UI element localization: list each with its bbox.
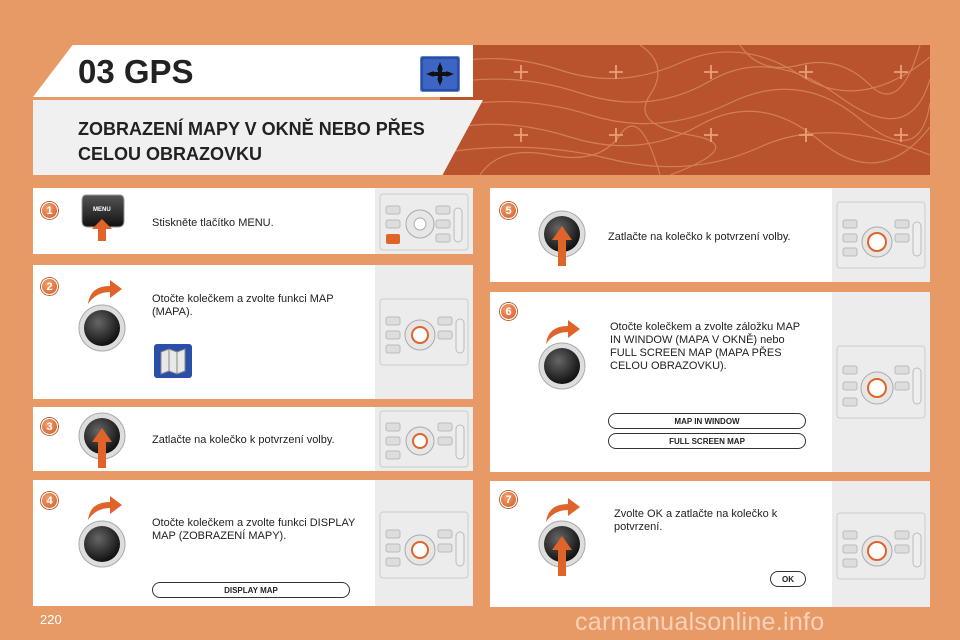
step-3-text: Zatlačte na kolečko k potvrzení volby. bbox=[152, 434, 335, 446]
menu-key-label: MENU bbox=[93, 207, 111, 213]
console-illustration bbox=[378, 409, 470, 469]
step-5-text: Zatlačte na kolečko k potvrzení volby. bbox=[608, 231, 791, 243]
push-arrow-icon bbox=[92, 428, 112, 468]
console-illustration bbox=[378, 510, 470, 580]
ok-option[interactable]: OK bbox=[770, 571, 806, 587]
subtitle-line-2: CELOU OBRAZOVKU bbox=[78, 144, 262, 164]
step-7-badge: 7 bbox=[500, 491, 517, 508]
step-1-text: Stiskněte tlačítko MENU. bbox=[152, 217, 274, 229]
control-knob-icon bbox=[78, 304, 126, 352]
watermark: carmanualsonline.info bbox=[575, 608, 825, 636]
subtitle-line-1: ZOBRAZENÍ MAPY V OKNĚ NEBO PŘES bbox=[78, 119, 425, 139]
control-knob-icon bbox=[78, 520, 126, 568]
step-6-badge: 6 bbox=[500, 303, 517, 320]
step-5-badge: 5 bbox=[500, 202, 517, 219]
page-number: 220 bbox=[40, 612, 62, 627]
step-7-text: Zvolte OK a zatlačte na kolečko k potvrzení. bbox=[614, 508, 778, 533]
full-screen-map-option[interactable]: FULL SCREEN MAP bbox=[608, 433, 806, 449]
rotate-arrow-icon bbox=[84, 492, 124, 522]
header-map-image bbox=[440, 45, 930, 175]
console-illustration bbox=[378, 297, 470, 367]
step-4-badge: 4 bbox=[41, 492, 58, 509]
push-arrow-icon bbox=[552, 226, 572, 266]
rotate-arrow-icon bbox=[84, 276, 124, 306]
console-illustration bbox=[835, 344, 927, 420]
control-knob-icon bbox=[538, 342, 586, 390]
step-2-text: Otočte kolečkem a zvolte funkci MAP (MAPA). bbox=[152, 293, 334, 318]
console-illustration bbox=[378, 190, 470, 252]
section-subtitle bbox=[78, 117, 478, 167]
map-in-window-option[interactable]: MAP IN WINDOW bbox=[608, 413, 806, 429]
display-map-option[interactable]: DISPLAY MAP bbox=[152, 582, 350, 598]
step-3-badge: 3 bbox=[41, 418, 58, 435]
push-arrow-icon bbox=[552, 536, 572, 576]
console-illustration bbox=[835, 511, 927, 581]
console-illustration bbox=[835, 200, 927, 270]
step-4-text: Otočte kolečkem a zvolte funkci DISPLAY MAP (ZOBRAZENÍ MAPY). bbox=[152, 517, 356, 542]
step-6-text: Otočte kolečkem a zvolte záložku MAP IN WINDOW (MAPA V OKNĚ) nebo FULL SCREEN MAP (MAPA PŘES CELOU OBRAZOVKU). bbox=[610, 321, 800, 372]
chapter-title: 03 GPS bbox=[78, 53, 194, 90]
step-1-badge: 1 bbox=[41, 202, 58, 219]
map-icon bbox=[154, 344, 192, 378]
gps-icon bbox=[420, 56, 460, 92]
step-2-badge: 2 bbox=[41, 278, 58, 295]
menu-key-icon bbox=[80, 193, 126, 241]
